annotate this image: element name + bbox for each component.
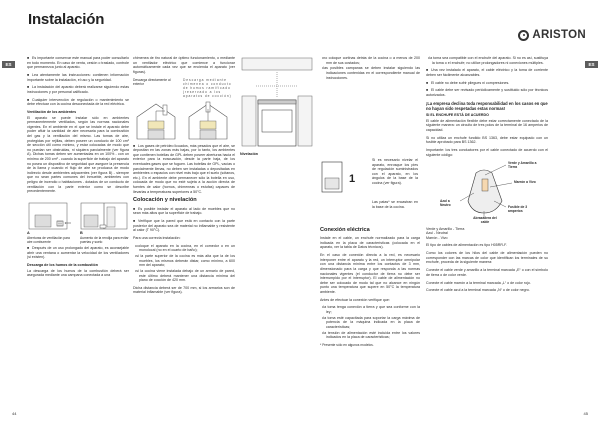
language-tab-left: ES [2,61,15,68]
figure-clearances [240,56,316,158]
list-item: • no coloque cortinas detrás de la cocina o a menos de 200 mm de sus costados; [322,56,420,65]
list-item: • la tensión de alimentación esté incluida entre los valores indicados en la placa de características; [322,331,420,340]
levelling-foot-drawing [320,160,344,194]
label-live: Marrón a Vivo [514,179,536,184]
figure-a-caption: Aberturas de ventilación para aire comburente [27,235,70,245]
paragraph: ■ Los gases de petróleo licuados, más pesados que el aire, se depositan en las zonas más bajas, por lo tanto, los ambientes que contienen botellas de GPL deben poseer aberturas hacia el exterior para la evacuación, desde la parte baja, de los eventuales gases que se fuguen. Las botellas de GPL, vacías o parcialmente llenas, no deben ser instaladas o depositadas en ambientes o espacios con nivel más bajo que el suelo (sótanos, etc.). En el ambiente debe permanecer sólo la botella en uso, colocada de modo que no esté sujeta a la acción directa de fuentes de calor (hornos, chimeneas o estufas) capaces de llevarlas a temperaturas superiores a 50°C. [133,144,235,195]
paragraph: Antes de efectuar la conexión verifique que: [320,297,390,302]
paragraph: ■ Es importante conservar este manual para poder consultarlo en todo momento. En caso de venta, cesión o traslado, controle que permanezca junto al aparato. [27,56,129,70]
paragraph: ■ La instalación del aparato deberá realizarse siguiendo estas instrucciones y por personal calificado. [27,85,129,94]
list-item: • la toma sea compatible con el enchufe del aparato. Si no es así, sustituya la toma o el enchufe; no utilice prolongadores ni conexiones múltiples. [428,56,548,65]
wire-codes: Verde y Amarillo - Tierra Azul - Neutral Marrón - Vivo [426,226,465,240]
paragraph: Si no utiliza un enchufe fundido BS 1363, debe estar equipado con un fusible aprobado para BS 1362. [426,135,548,145]
warning-text: ¡La empresa declina toda responsabilidad en los casos en que no hayan sido respetadas estas normas! [426,100,548,111]
paragraph: chimenea de tiro natural de óptimo funcionamiento, o mediante un ventilador eléctrico que comience a funcionar automáticamente cada vez que se encienda el aparato (ver figuras). [133,56,235,74]
paragraph: El aparato se puede instalar sólo en ambientes permanentemente ventilados, según las normas nacionales vigentes. En el ambiente en el que se instale el aparato debe poder afluir la cantidad de aire necesaria para la combustión del gas y la ventilación del mismo. Las tomas de aire, protegidas por rejillas, deben poseer un conducto de 100 cm² de sección útil como mínimo, y estar colocadas de modo que no puedan ser obstruidas, ni siquiera parcialmente (ver figura A). Dichas tomas deben ser aumentadas en un 100% - con un mínimo de 200 cm² - cuando la superficie de trabajo del aparato no posea un dispositivo de seguridad que asegure la presencia de la llama y cuando el flujo de aire se produzca de modo indirecto desde ambientes adyacentes (ver figura B) - siempre que no sean partes comunes del inmueble, ambientes con peligro de incendio o habitaciones - dotados de un conducto de ventilación con la parte exterior como se describe precedentemente. [27,115,129,194]
plug-check-list [428,56,548,65]
chimney-exhaust-house-drawing [185,101,231,141]
label-cable-clamp: Abrazadera del cable [473,215,497,224]
figure-a [27,197,76,244]
levelling-text: Si es necesario nivelar el aparato, enrosque los pies de regulación suministrados con el aparato, en los ángulos de la base de la cocina (ver figura). [372,158,418,185]
ventilation-opening-drawing [27,201,76,231]
ariston-logo-icon [518,30,529,41]
language-tab-right: ES [585,61,598,68]
paragraph: ■ El cable no debe sufrir pliegues ni compresiones. [426,81,548,86]
label-neutral: Azul a Neutro [440,198,451,207]
paragraph: ■ El cable debe ser revisado periódicamente y sustituido sólo por técnicos autorizados. [426,88,548,97]
paragraph: Importante: los tres conductores por el cable conectado de acuerdo con el siguiente código: [426,148,548,157]
paragraph: Instale en el cable, un enchufe normalizado para la carga indicada en la placa de características (colocada en el aparato, ver la tabla de Datos técnicos). [320,236,420,250]
list-item: • la toma esté capacitada para soportar la carga máxima de potencia de la máquina indicada en la placa de características; [322,316,420,330]
cooker-clearance-drawing [240,56,316,148]
column-2 [133,56,235,298]
section-heading-positioning: Colocación y nivelación [133,197,197,204]
paragraph: La descarga de los humos de la combustión deberá ser asegurada mediante una campana conectada a una [27,268,129,278]
column-3 [320,56,420,83]
section-heading-electrical: Conexión eléctrica [320,227,370,233]
page-number-left: 44 [12,410,17,416]
paragraph: Conecte el cable azul a la terminal marcada „N“ o de color negro. [426,288,530,293]
paragraph: ■ Una vez instalado el aparato, el cable eléctrico y la toma de corriente deben ser fácilmente alcanzables. [426,68,548,77]
figure-b [80,197,129,244]
column-1 [27,56,129,281]
list-item: • la toma tenga conexión a tierra y que sea conforme con la ley; [322,305,420,314]
caption-direct-exhaust: Descarga directamente al exterior [133,77,171,86]
section-heading-ventilation: Ventilación de los ambientes [27,110,77,115]
figure-b-caption: Aumento de la rendija para evitar puertas y suelo [80,235,129,245]
figure-levelling [320,160,344,194]
figure-ventilation [27,197,129,244]
list-item: • si la parte superior de la cocina es más alta que la de los muebles, los mismos deberán distar, como mínimo, a 600 mm del aparato; [135,254,235,268]
page-number-right: 45 [583,410,588,416]
page-title: Instalación [28,11,105,28]
adjacent-room-drawing [80,201,129,231]
paragraph: Como los colores de los hilos del cable de alimentación pueden no corresponder con las marcas de color que identifican los terminales de su enchufe, proceda de la siguiente manera: [426,251,548,265]
level-number: 1 [349,173,356,185]
section-heading-exhaust: Descarga de los humos de la combustión [27,263,98,268]
figure-exhaust [133,101,235,141]
list-item: • las posibles campanas se deben instalar siguiendo las indicaciones contenidas en el correspondiente manual de instrucciones. [322,66,420,80]
paragraph: Conecte el cable marrón a la terminal marcada „L“ o de color rojo. [426,280,531,285]
electrical-check-list [322,305,420,340]
paragraph: ■ Lea atentamente las instrucciones: contienen información importante sobre la instalación, el uso y la seguridad. [27,73,129,82]
paragraph: En el caso de conexión directa a la red, es necesario interponer entre el aparato y la red, un interruptor omnipolar con una distancia mínima entre los contactos de 3 mm, dimensionado para la carga y que responda a las normas nacionales vigentes (el conductor de tierra no debe ser interrumpido por el interruptor). El cable de alimentación no debe ser colocado de modo tal que no alcance en ningún punto una temperatura que supere en 50°C la temperatura ambiente. [320,253,420,294]
brand-logo [518,28,586,43]
legs-text: Las patas* se encastran en la base de la cocina. [372,200,418,209]
label-earth: Verde y Amarillo a Tierra [508,160,537,169]
section-heading-levelling: Nivelación [240,152,258,156]
paragraph: El tipo de cables de alimentación es tipo H05RR-F. [426,243,507,248]
clearance-list [322,56,420,80]
column-4 [426,56,548,296]
figure-b-label: B [80,230,83,235]
brand-name: ARISTON [532,29,586,41]
installation-list [135,244,235,283]
column-3-electric [320,224,420,350]
paragraph: ■ Después de un uso prolongado del aparato, es aconsejable abrir una ventana o aumentar la velocidad de los ventiladores (si existen). [27,246,129,260]
paragraph: Dicha distancia deberá ser de 700 mm, si los armarios son de material inflamable (ver figura). [133,285,235,295]
paragraph: ■ Es posible instalar el aparato al lado de muebles que no sean más altos que la superficie de trabajo. [133,207,235,216]
plug-wiring-diagram [426,161,548,225]
direct-exhaust-house-drawing [133,101,179,141]
caption-chimney-exhaust: Descarga mediante chimenea o conducto de humos ramificado (reservado a los aparatos de cocción) [183,77,232,99]
figure-a-label: A [27,230,30,235]
paragraph: Conecte el cable verde y amarillo a la terminal marcada „E“ o con el símbolo de tierra o de color verde. [426,268,548,277]
exhaust-captions [133,78,235,99]
paragraph: El cable de alimentación flexible debe estar correctamente conectado de la siguiente manera: un circuito de tres polos de la terminal de 16 amperios de capacidad. [426,118,548,132]
paragraph: ■ Verifique que la pared que está en contacto con la parte posterior del aparato sea de material no inflamable y resistente al calor (T 90°C). [133,219,235,233]
list-item: • si la cocina viene instalada debajo de un armario de pared, este último deberá mantener una distancia mínima del plano de cocción de 420 mm. [135,269,235,283]
paragraph: ■ Cualquier intervención de regulación o mantenimiento se debe efectuar con la cocina desconectada de la red eléctrica. [27,98,129,107]
paragraph: Para una correcta instalación: [133,235,181,240]
label-fuse: Fusible de 3 amperios [508,204,528,213]
list-item: • coloque el aparato en la cocina, en el comedor o en un monolocal (no en el cuarto de baño); [135,244,235,253]
section-heading-plug: SI EL ENCHUFE ESTÁ DE ACUERDO [426,113,489,118]
footnote: * Presente sólo en algunos modelos. [320,342,374,347]
